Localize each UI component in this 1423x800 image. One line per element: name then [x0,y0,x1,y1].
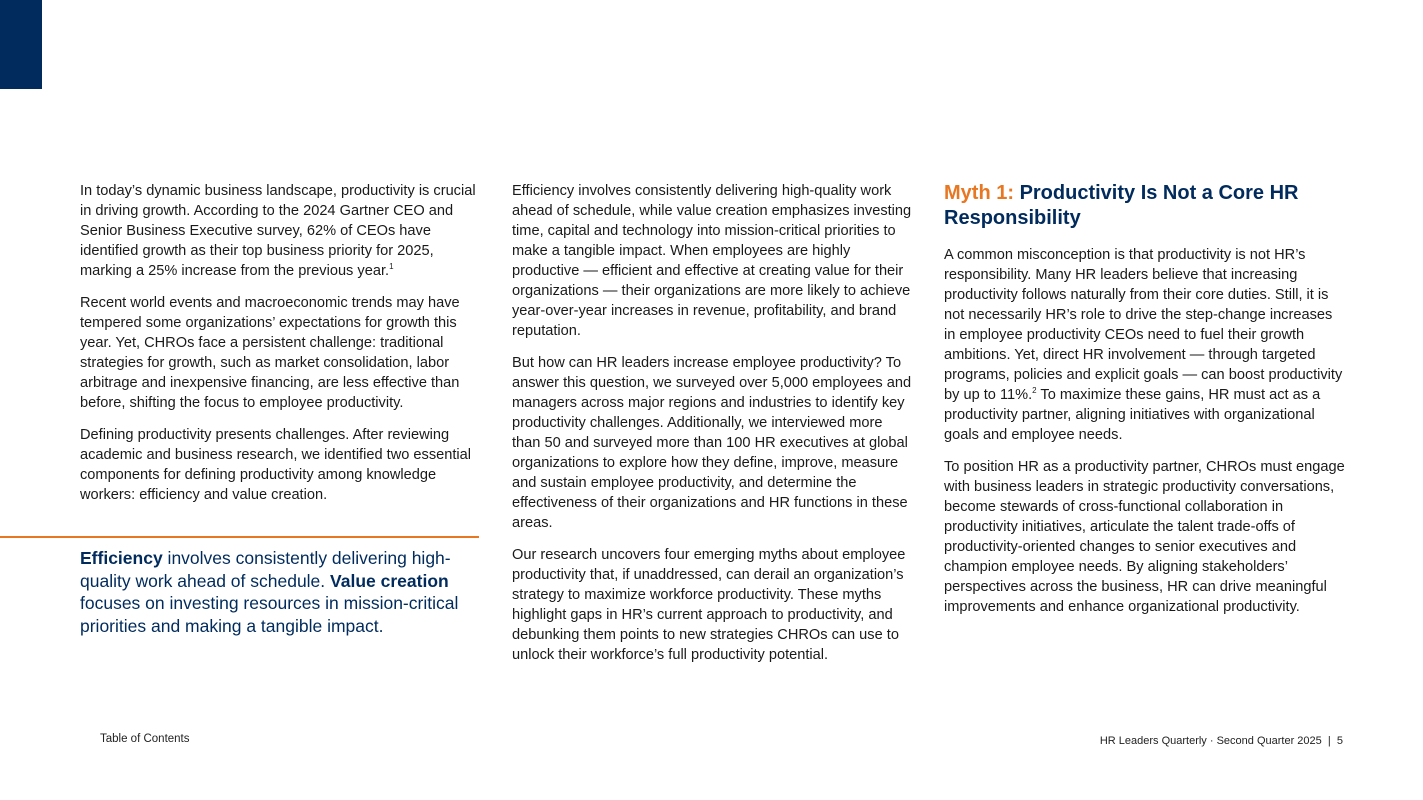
intro-paragraph: In today’s dynamic business landscape, productivity is crucial in driving growth. According to the 2024 Gartner CEO and Senior Business Executive survey, 62% of CEOs have identified growth as their top business priority for 2025, marking a 25% increase from the previous year.$^1$ [80,183,476,279]
myths-paragraph: Our research uncovers four emerging myths about employee productivity that, if unaddressed, can derail an organization’s strategy to maximize workforce productivity. These myths highlight gaps in HR’s current approach to productivity, and debunking them points to new strategies CHROs can use to unlock their workforce’s full productivity potential. [512,547,906,663]
corner-brand-block [0,0,42,89]
efficiency-paragraph: Efficiency involves consistently delivering high-quality work ahead of schedule, while value creation emphasizes investing time, capital and technology into mission-critical priorities to make a tangible impact. When employees are highly productive — efficient and effective at creating value for their organizations — their organizations are more likely to achieve year-over-year increases in revenue, profitability, and brand reputation. [512,183,912,339]
column-right [944,181,1346,629]
publication-title: HR Leaders Quarterly · Second Quarter 2025 [1099,735,1322,747]
footnote-ref[interactable]: 2 [1032,386,1037,396]
callout-text-value-creation: focuses on investing resources in mission-critical priorities and making a tangible impact. [80,593,459,636]
myth-paragraph-1: A common misconception is that productivity is not HR’s responsibility. Many HR leaders believe that increasing productivity follows naturally from their core duties. Still, it is not necessarily HR’s role to drive the step-change increases in employee productivity CEOs need to fuel their growth ambitions. Yet, direct HR involvement — through targeted programs, policies and explicit goals — can boost productivity by up to 11%.$^2$ To maximize these gains, HR must act as a productivity partner, aligning initiatives with organizational goals and employee needs. [944,247,1343,443]
table-of-contents-link[interactable]: Table of Contents [100,733,190,745]
column-middle [512,181,912,677]
page-footer [1100,735,1343,747]
callout-term-efficiency: Efficiency [80,548,163,568]
myth-paragraph-2: To position HR as a productivity partner, CHROs must engage with business leaders in strategic productivity conversations, become stewards of cross-functional collaboration in productivity initiatives, articulate the talent trade-offs of productivity-oriented changes to senior executives and champion employee needs. By aligning stakeholders’ perspectives across the business, HR can drive meaningful improvements and enhance organizational productivity. [944,459,1345,615]
myth-label: Myth 1: [944,182,1014,204]
myth-title: Productivity Is Not a Core HR Responsibility [944,182,1299,229]
orange-divider [0,536,479,538]
footer-separator: | [1327,735,1331,747]
definition-callout [80,547,490,637]
callout-text-efficiency: involves consistently delivering high-quality work ahead of schedule. [80,548,451,591]
column-left [80,181,482,517]
page-number: 5 [1336,735,1343,747]
callout-term-value-creation: Value creation [330,570,449,591]
research-paragraph: But how can HR leaders increase employee productivity? To answer this question, we surveyed over 5,000 employees and managers across major regions and industries to identify key productivity challenges. Additionally, we interviewed more than 50 and surveyed more than 100 HR executives at global organizations to explore how they define, improve, measure and sustain employee productivity, and determine the effectiveness of their organizations and HR functions in these areas. [512,355,912,531]
footnote-ref[interactable]: 1 [389,262,394,272]
definition-paragraph: Defining productivity presents challenges. After reviewing academic and business research, we identified two essential components for defining productivity among knowledge workers: efficiency and value creation. [80,427,472,503]
myth-heading [944,181,1346,231]
context-paragraph: Recent world events and macroeconomic trends may have tempered some organizations’ expectations for growth this year. Yet, CHROs face a persistent challenge: traditional strategies for growth, such as market consolidation, labor arbitrage and inexpensive financing, are less effective than before, shifting the focus to employee productivity. [80,295,460,411]
